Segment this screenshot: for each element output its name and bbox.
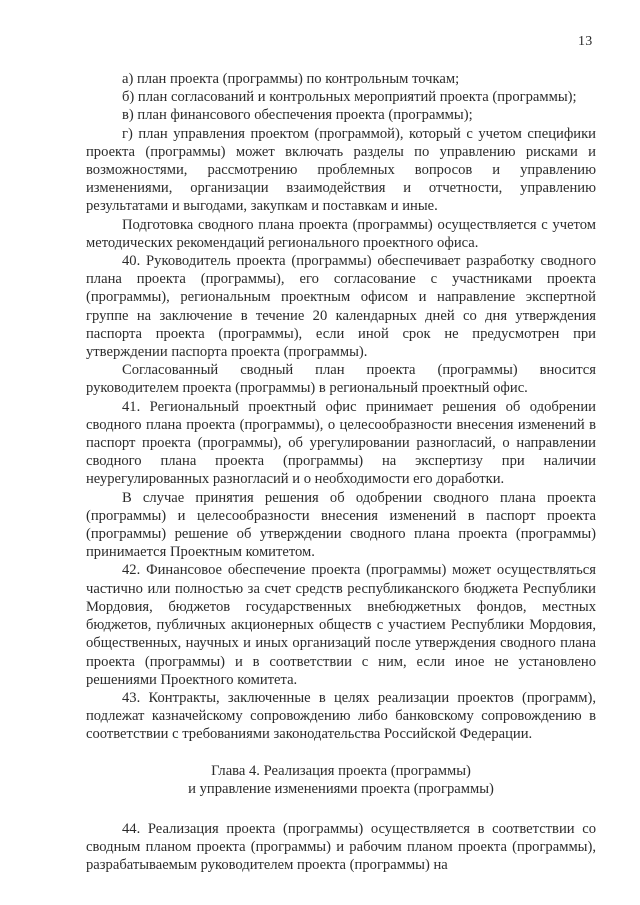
paragraph-42: 42. Финансовое обеспечение проекта (программы) может осуществляться частично или полностью за счет средств республиканского бюджета Республики Мордовия, бюджетов государственных внебюджетных фондов, местных бюджетов, публичных акционерных обществ с участием Республики Мордовия, общественных, научных и иных организаций после утверждения сводного плана проекта (программы) и в соответствии с ним, если иное не установлено решениями Проектного комитета.: [86, 562, 596, 688]
chapter-heading: [86, 762, 596, 798]
paragraph-item-v: в) план финансового обеспечения проекта (программы);: [122, 107, 473, 124]
document-body: [86, 70, 596, 875]
paragraph-item-a: а) план проекта (программы) по контрольным точкам;: [122, 71, 460, 87]
paragraph-item-g: г) план управления проектом (программой), который с учетом специфики проекта (программы) может включать разделы по управлению рисками и возможностями, рассмотрению проблемных вопросов и управлению изменениями, организации взаимодействия и отчетности, управлению результатами и выгодами, закупкам и поставкам и иные.: [86, 125, 596, 215]
paragraph-40: 40. Руководитель проекта (программы) обеспечивает разработку сводного плана проекта (программы), его согласование с участниками проекта (программы), региональным проектным офисом и направление экспертной группе на заключение в течение 20 календарных дней со дня утверждения паспорта проекта (программы), если иной срок не предусмотрен при утверждении паспорта проекта (программы).: [86, 253, 596, 361]
paragraph-preparation: Подготовка сводного плана проекта (программы) осуществляется с учетом методических рекомендаций регионального проектного офиса.: [86, 216, 596, 251]
paragraph-agreed-plan: Согласованный сводный план проекта (программы) вносится руководителем проекта (программы) в региональный проектный офис.: [86, 362, 596, 397]
paragraph-item-b: б) план согласований и контрольных мероприятий проекта (программы);: [122, 89, 577, 106]
paragraph-44: 44. Реализация проекта (программы) осуществляется в соответствии со сводным планом проекта (программы) и рабочим планом проекта (программы), разрабатываемым руководителем проекта (программы) на: [86, 820, 596, 874]
chapter-heading-line-1: Глава 4. Реализация проекта (программы): [211, 762, 471, 779]
page-number: 13: [578, 34, 593, 49]
chapter-heading-line-2: и управление изменениями проекта (программы): [188, 780, 494, 797]
paragraph-43: 43. Контракты, заключенные в целях реализации проектов (программ), подлежат казначейскому сопровождению либо банковскому сопровождению в соответствии с требованиями законодательства Российской Федерации.: [86, 689, 596, 743]
paragraph-approval-decision: В случае принятия решения об одобрении сводного плана проекта (программы) и целесообразности внесения изменений в паспорт проекта (программы) решение об утверждении сводного плана проекта (программы) принимается Проектным комитетом.: [86, 489, 596, 561]
paragraph-41: 41. Региональный проектный офис принимает решения об одобрении сводного плана проекта (программы), о целесообразности внесения изменений в паспорт проекта (программы), об урегулировании разногласий, о направлении сводного плана проекта (программы) на экспертизу при наличии неурегулированных разногласий и о необходимости его доработки.: [86, 398, 596, 488]
